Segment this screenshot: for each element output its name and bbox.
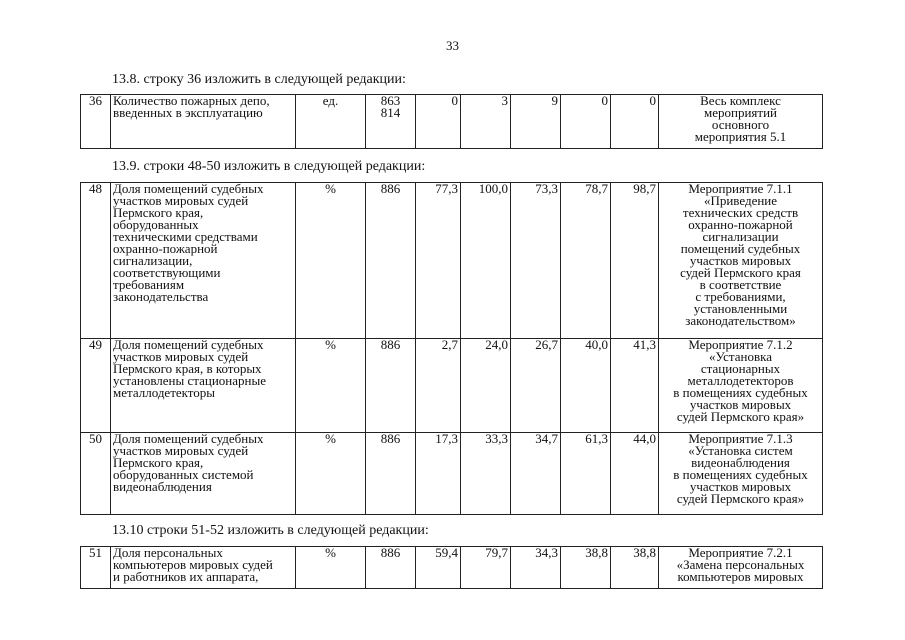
value-4: 61,3 bbox=[561, 433, 611, 515]
table-row bbox=[81, 433, 823, 515]
value-1: 59,4 bbox=[416, 547, 461, 589]
value-2: 3 bbox=[461, 95, 511, 149]
row-number: 36 bbox=[81, 95, 111, 149]
value-4: 38,8 bbox=[561, 547, 611, 589]
code: 886 bbox=[366, 183, 416, 339]
value-5: 41,3 bbox=[611, 339, 659, 433]
value-2: 24,0 bbox=[461, 339, 511, 433]
row-number: 49 bbox=[81, 339, 111, 433]
value-4: 0 bbox=[561, 95, 611, 149]
section-heading-13-10: 13.10 строки 51-52 изложить в следующей редакции: bbox=[112, 523, 429, 538]
measure-note: Мероприятие 7.1.1 «Приведение технических средств охранно-пожарной сигнализации помещений судебных участков мировых судей Пермского края в соответствие с требованиями, установленными законодательством» bbox=[659, 183, 823, 339]
measure-note: Мероприятие 7.1.3 «Установка систем видеонаблюдения в помещениях судебных участков мировых судей Пермского края» bbox=[659, 433, 823, 515]
value-3: 34,3 bbox=[511, 547, 561, 589]
indicator-name: Количество пожарных депо, введенных в эксплуатацию bbox=[111, 95, 296, 149]
code: 886 bbox=[366, 433, 416, 515]
measure-note: Весь комплекс мероприятий основного мероприятия 5.1 bbox=[659, 95, 823, 149]
unit: % bbox=[296, 339, 366, 433]
value-5: 0 bbox=[611, 95, 659, 149]
measure-note: Мероприятие 7.2.1 «Замена персональных компьютеров мировых bbox=[659, 547, 823, 589]
value-2: 33,3 bbox=[461, 433, 511, 515]
value-4: 40,0 bbox=[561, 339, 611, 433]
table-row-36 bbox=[80, 94, 823, 149]
measure-note: Мероприятие 7.1.2 «Установка стационарных металлодетекторов в помещениях судебных участков мировых судей Пермского края» bbox=[659, 339, 823, 433]
value-5: 44,0 bbox=[611, 433, 659, 515]
value-2: 100,0 bbox=[461, 183, 511, 339]
value-3: 34,7 bbox=[511, 433, 561, 515]
unit: % bbox=[296, 433, 366, 515]
code: 863 814 bbox=[366, 95, 416, 149]
table-row-51 bbox=[80, 546, 823, 589]
unit: ед. bbox=[296, 95, 366, 149]
value-1: 0 bbox=[416, 95, 461, 149]
unit: % bbox=[296, 547, 366, 589]
value-4: 78,7 bbox=[561, 183, 611, 339]
row-number: 48 bbox=[81, 183, 111, 339]
row-number: 50 bbox=[81, 433, 111, 515]
value-2: 79,7 bbox=[461, 547, 511, 589]
value-3: 26,7 bbox=[511, 339, 561, 433]
table-rows-48-50 bbox=[80, 182, 823, 515]
indicator-name: Доля помещений судебных участков мировых судей Пермского края, оборудованных техническими средствами охранно-пожарной сигнализации, соответствующими требованиям законодательства bbox=[111, 183, 296, 339]
code: 886 bbox=[366, 339, 416, 433]
unit: % bbox=[296, 183, 366, 339]
indicator-name: Доля персональных компьютеров мировых судей и работников их аппарата, bbox=[111, 547, 296, 589]
value-3: 9 bbox=[511, 95, 561, 149]
indicator-name: Доля помещений судебных участков мировых судей Пермского края, оборудованных системой видеонаблюдения bbox=[111, 433, 296, 515]
value-5: 38,8 bbox=[611, 547, 659, 589]
table-row bbox=[81, 183, 823, 339]
table-row bbox=[81, 547, 823, 589]
value-1: 2,7 bbox=[416, 339, 461, 433]
value-1: 77,3 bbox=[416, 183, 461, 339]
page-number: 33 bbox=[446, 38, 459, 53]
code: 886 bbox=[366, 547, 416, 589]
row-number: 51 bbox=[81, 547, 111, 589]
indicator-name: Доля помещений судебных участков мировых судей Пермского края, в которых установлены стационарные металлодетекторы bbox=[111, 339, 296, 433]
value-5: 98,7 bbox=[611, 183, 659, 339]
section-heading-13-9: 13.9. строки 48-50 изложить в следующей редакции: bbox=[112, 159, 426, 174]
section-heading-13-8: 13.8. строку 36 изложить в следующей редакции: bbox=[112, 72, 406, 87]
value-3: 73,3 bbox=[511, 183, 561, 339]
value-1: 17,3 bbox=[416, 433, 461, 515]
table-row bbox=[81, 339, 823, 433]
